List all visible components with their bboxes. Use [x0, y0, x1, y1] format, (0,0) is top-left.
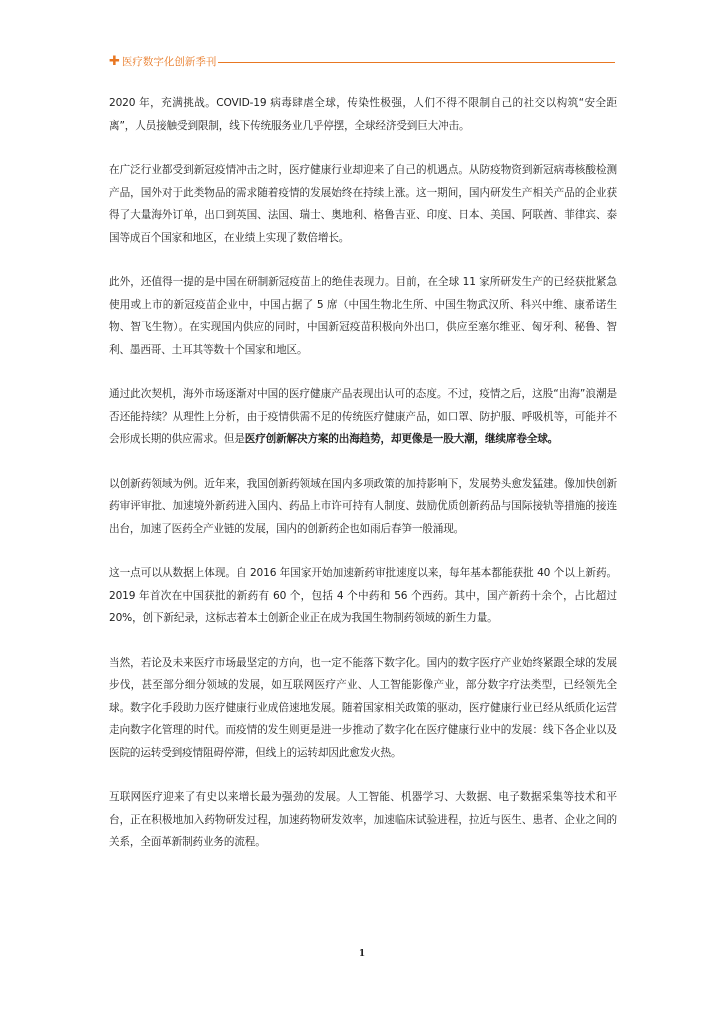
page-number: 1: [358, 949, 366, 959]
plus-icon: ✚: [109, 54, 120, 69]
paragraph-4: [109, 383, 617, 451]
article-body: [109, 92, 617, 876]
header-rule: [218, 62, 615, 63]
paragraph-3: 此外，还值得一提的是中国在研制新冠疫苗上的绝佳表现力。目前，在全球 11 家所研发生产的已经获批紧急使用或上市的新冠疫苗企业中，中国占据了 5 席（中国生物北生所、中国生物武汉所、科兴中维、康希诺生物、智飞生物）。在实现国内供应的同时，中国新冠疫苗积极向外出口，供应至塞尔维亚、匈牙利、秘鲁、智利、墨西哥、土耳其等数十个国家和地区。: [109, 276, 617, 356]
page-header: [109, 55, 615, 69]
paragraph-7: 当然，若论及未来医疗市场最坚定的方向，也一定不能落下数字化。国内的数字医疗产业始终紧跟全球的发展步伐，甚至部分细分领域的发展，如互联网医疗产业、人工智能影像产业，部分数字疗法类型，已经领先全球。数字化手段助力医疗健康行业成倍速地发展。随着国家相关政策的驱动，医疗健康行业已经从纸质化运营走向数字化管理的时代。而疫情的发生则更是进一步推动了数字化在医疗健康行业中的发展：线下各企业以及医院的运转受到疫情阻碍停滞，但线上的运转却因此愈发火热。: [109, 656, 617, 759]
paragraph-2: 在广泛行业都受到新冠疫情冲击之时，医疗健康行业却迎来了自己的机遇点。从防疫物资到新冠病毒核酸检测产品，国外对于此类物品的需求随着疫情的发展始终在持续上涨。这一期间，国内研发生产相关产品的企业获得了大量海外订单，出口到英国、法国、瑞士、奥地利、格鲁吉亚、印度、日本、美国、阿联酋、菲律宾、泰国等成百个国家和地区，在业绩上实现了数倍增长。: [109, 164, 617, 244]
paragraph-6: 这一点可以从数据上体现。自 2016 年国家开始加速新药审批速度以来，每年基本都能获批 40 个以上新药。2019 年首次在中国获批的新药有 60 个，包括 4 个中药和 56 个西药。其中，国产新药十余个，占比超过 20%，创下新纪录，这标志着本土创新企业正在成为我国生物制药领域的新生力量。: [109, 567, 617, 624]
publication-title: 医疗数字化创新季刊: [121, 56, 217, 68]
paragraph-5: 以创新药领域为例。近年来，我国创新药领域在国内多项政策的加持影响下，发展势头愈发猛建。像加快创新药审评审批、加速境外新药进入国内、药品上市许可持有人制度、鼓励优质创新药品与国际接轨等措施的接连出台，加速了医药全产业链的发展，国内的创新药企也如雨后春笋一般涌现。: [109, 477, 617, 535]
paragraph-4-emphasis: 医疗创新解决方案的出海趋势，却更像是一股大潮，继续席卷全球。: [244, 433, 559, 445]
paragraph-4-text: 通过此次契机，海外市场逐渐对中国的医疗健康产品表现出认可的态度。不过，疫情之后，这股“出海”浪潮是否还能持续？从理性上分析，由于疫情供需不足的传统医疗健康产品，如口罩、防护服、呼吸机等，可能并不会形成长期的供应需求。但是: [109, 388, 617, 445]
paragraph-8: 互联网医疗迎来了有史以来增长最为强劲的发展。人工智能、机器学习、大数据、电子数据采集等技术和平台，正在积极地加入药物研发过程，加速药物研发效率，加速临床试验进程，拉近与医生、患者、企业之间的关系，全面革新制药业务的流程。: [109, 791, 617, 848]
paragraph-1: 2020 年，充满挑战。COVID-19 病毒肆虐全球，传染性极强，人们不得不限制自己的社交以构筑“安全距离”，人员接触受到限制，线下传统服务业几乎停摆，全球经济受到巨大冲击。: [109, 97, 617, 132]
